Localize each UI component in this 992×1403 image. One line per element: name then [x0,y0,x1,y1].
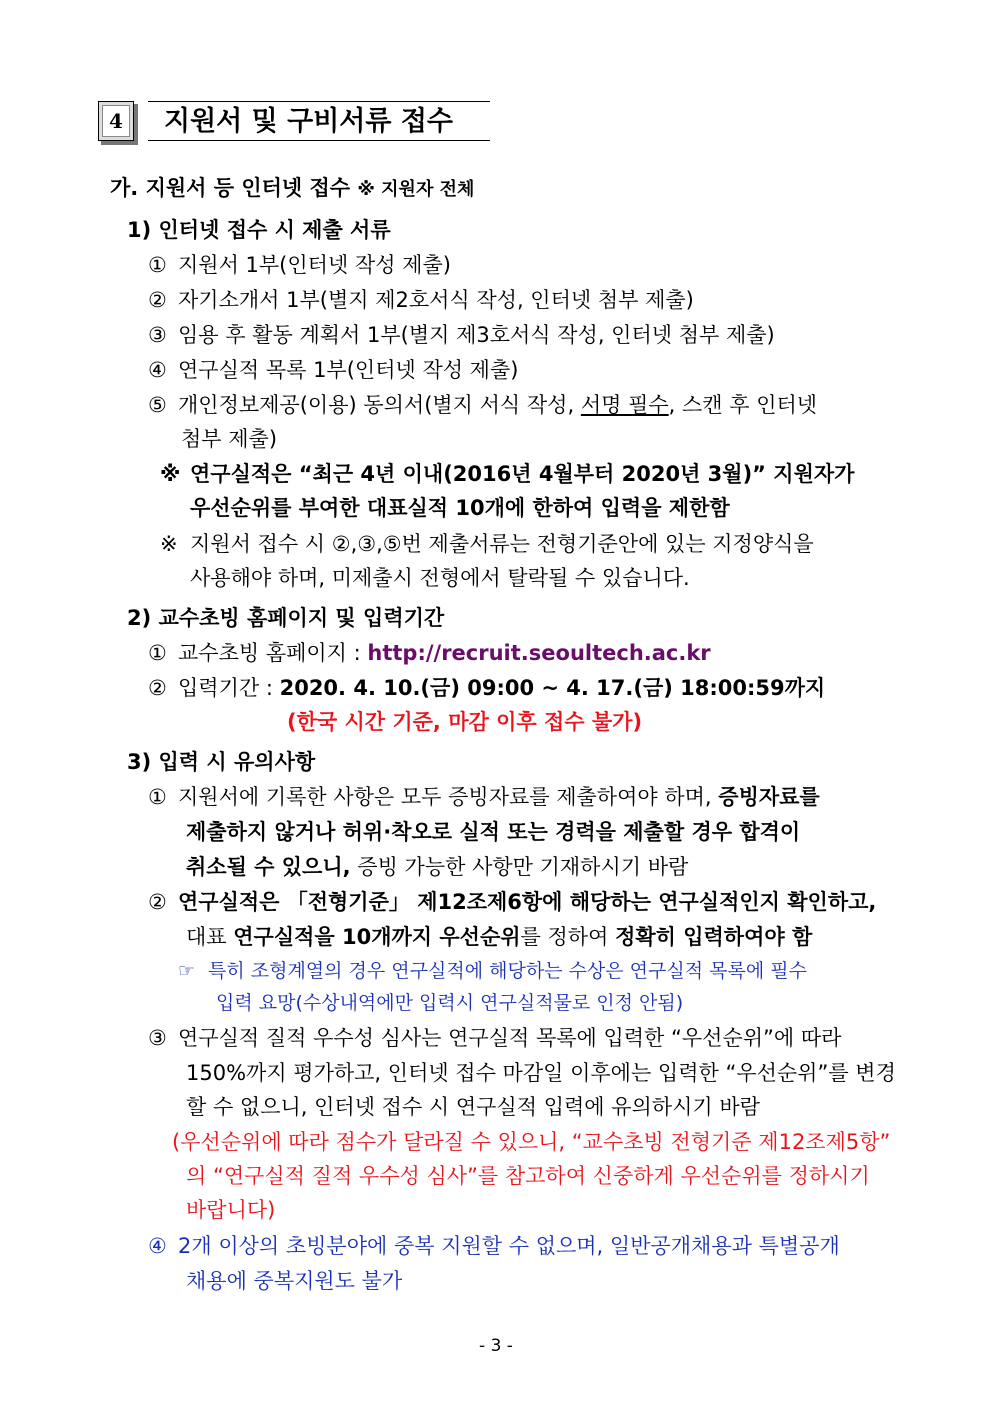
period-note: (한국 시간 기준, 마감 이후 접수 불가) [287,710,643,734]
caution-item-4-line2: 채용에 중복지원도 불가 [186,1269,403,1293]
list-item: ⑤ 개인정보제공(이용) 동의서(별지 서식 작성, 서명 필수, 스캔 후 인터넷 [148,393,818,417]
list-item: ④ 연구실적 목록 1부(인터넷 작성 제출) [148,358,519,382]
section-title: 지원서 및 구비서류 접수 [164,106,454,137]
homepage-link[interactable]: http://recruit.seoultech.ac.kr [367,641,711,665]
caution-item-1: ① 지원서에 기록한 사항은 모두 증빙자료를 제출하여야 하며, 증빙자료를 [148,785,820,809]
caution-item-1-line3: 취소될 수 있으니, 증빙 가능한 사항만 기재하시기 바람 [186,855,689,879]
underlined-text: 서명 필수 [580,393,669,417]
caution-item-3-line2: 150%까지 평가하고, 인터넷 접수 마감일 이후에는 입력한 “우선순위”를 변경 [186,1061,896,1085]
tip-note-continuation: 입력 요망(수상내역에만 입력시 연구실적물로 인정 안됨) [216,992,684,1014]
list-item: ① 지원서 1부(인터넷 작성 제출) [148,253,451,277]
section-number-shadow-bottom [101,141,138,145]
list-item: ② 자기소개서 1부(별지 제2호서식 작성, 인터넷 첨부 제출) [148,288,694,312]
caution-item-3-line3: 할 수 없으니, 인터넷 접수 시 연구실적 입력에 유의하시기 바람 [186,1095,760,1119]
section-title-box [148,101,490,141]
note-continuation: 사용해야 하며, 미제출시 전형에서 탈락될 수 있습니다. [190,566,690,590]
note: ※ 지원서 접수 시 ②,③,⑤번 제출서류는 전형기준안에 있는 지정양식을 [160,532,814,556]
caution-item-2: ② 연구실적은 「전형기준」 제12조제6항에 해당하는 연구실적인지 확인하고, [148,890,877,914]
caution-item-1-line2: 제출하지 않거나 허위·착오로 실적 또는 경력을 제출할 경우 합격이 [186,820,801,844]
list-item: ③ 임용 후 활동 계획서 1부(별지 제3호서식 작성, 인터넷 첨부 제출) [148,323,775,347]
page-number: - 3 - [479,1336,513,1356]
pointing-hand-icon: ☞ [178,960,196,982]
tip-note: ☞ 특히 조형계열의 경우 연구실적에 해당하는 수상은 연구실적 목록에 필수 [178,955,807,987]
item-heading-1: 1) 인터넷 접수 시 제출 서류 [127,218,391,242]
section-number: 4 [102,105,130,137]
caution-item-2-line2: 대표 연구실적을 10개까지 우선순위를 정하여 정확히 입력하여야 함 [186,925,813,949]
subsection-note: ※ 지원자 전체 [357,179,475,200]
item-heading-3: 3) 입력 시 유의사항 [127,750,316,774]
period-line: ② 입력기간 : 2020. 4. 10.(금) 09:00 ~ 4. 17.(금) 18:00:59까지 [148,676,826,700]
subsection-title: 가. 지원서 등 인터넷 접수 [110,176,351,200]
subsection-heading [110,171,474,207]
section-number-shadow [134,104,138,144]
red-notice-line2: 의 “연구실적 질적 우수성 심사”를 참고하여 신중하게 우선순위를 정하시기 [186,1164,870,1188]
caution-item-4: ④ 2개 이상의 초빙분야에 중복 지원할 수 없으며, 일반공개채용과 특별공개 [148,1234,840,1258]
note-bold: ※ 연구실적은 “최근 4년 이내(2016년 4월부터 2020년 3월)” 지원자가 [160,462,855,486]
caution-item-3: ③ 연구실적 질적 우수성 심사는 연구실적 목록에 입력한 “우선순위”에 따라 [148,1026,842,1050]
item-heading-2: 2) 교수초빙 홈페이지 및 입력기간 [127,606,445,630]
note-bold-continuation: 우선순위를 부여한 대표실적 10개에 한하여 입력을 제한함 [190,496,730,520]
red-notice: (우선순위에 따라 점수가 달라질 수 있으니, “교수초빙 전형기준 제12조제5항” [172,1130,891,1154]
list-item-continuation: 첨부 제출) [181,427,278,451]
red-notice-line3: 바랍니다) [186,1198,276,1222]
section-number-box [98,101,134,141]
homepage-line: ① 교수초빙 홈페이지 : http://recruit.seoultech.ac.kr [148,641,711,665]
period-value: 2020. 4. 10.(금) 09:00 ~ 4. 17.(금) 18:00:59까지 [279,676,826,700]
